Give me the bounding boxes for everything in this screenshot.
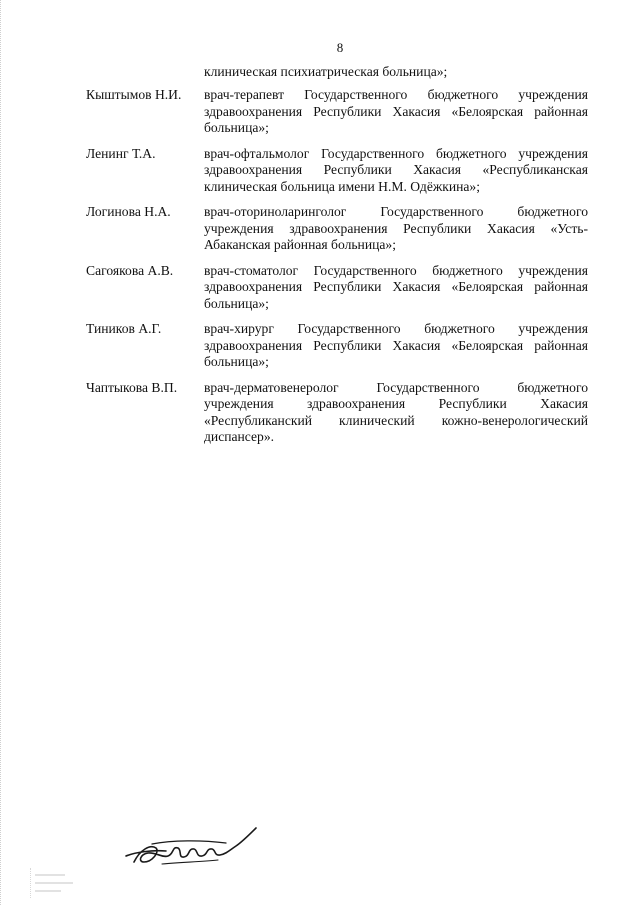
staff-entry bbox=[86, 146, 588, 196]
staff-name: Логинова Н.А. bbox=[86, 204, 171, 219]
staff-name: Чаптыкова В.П. bbox=[86, 379, 178, 395]
staff-entry bbox=[86, 87, 588, 137]
staff-position: врач-оториноларинголог Государственного бюджетного учреждения здравоохранения Республики Хакасия «Усть-Абаканская районная больница»; bbox=[204, 204, 588, 252]
staff-entry bbox=[86, 204, 588, 254]
staff-entry bbox=[86, 321, 588, 371]
staff-position: врач-хирург Государственного бюджетного учреждения здравоохранения Республики Хакасия «Белоярская районная больница»; bbox=[204, 321, 588, 369]
staff-entry bbox=[86, 380, 588, 446]
staff-entry bbox=[86, 263, 588, 313]
staff-name: Кыштымов Н.И. bbox=[86, 87, 182, 102]
staff-name: Тиников А.Г. bbox=[86, 321, 162, 336]
staff-position: врач-терапевт Государственного бюджетного учреждения здравоохранения Республики Хакасия «Белоярская районная больница»; bbox=[204, 87, 588, 135]
handwritten-signature bbox=[122, 822, 272, 870]
staff-name: Сагоякова А.В. bbox=[86, 262, 174, 278]
faint-stamp bbox=[30, 868, 79, 898]
staff-position: врач-стоматолог Государственного бюджетного учреждения здравоохранения Республики Хакасия «Белоярская районная больница»; bbox=[204, 262, 588, 311]
staff-position: врач-офтальмолог Государственного бюджетного учреждения здравоохранения Республики Хакасия «Республиканская клиническая больница имени Н.М. Одёжкина»; bbox=[204, 145, 588, 194]
continuation-text: клиническая психиатрическая больница»; bbox=[204, 64, 448, 79]
staff-name: Ленинг Т.А. bbox=[86, 145, 156, 161]
staff-position: врач-дерматовенеролог Государственного бюджетного учреждения здравоохранения Республики Хакасия «Республиканский клинический кожно-венерологический диспансер». bbox=[204, 379, 588, 444]
scan-edge bbox=[0, 0, 4, 905]
page-number: 8 bbox=[336, 40, 344, 55]
staff-list bbox=[86, 87, 588, 455]
